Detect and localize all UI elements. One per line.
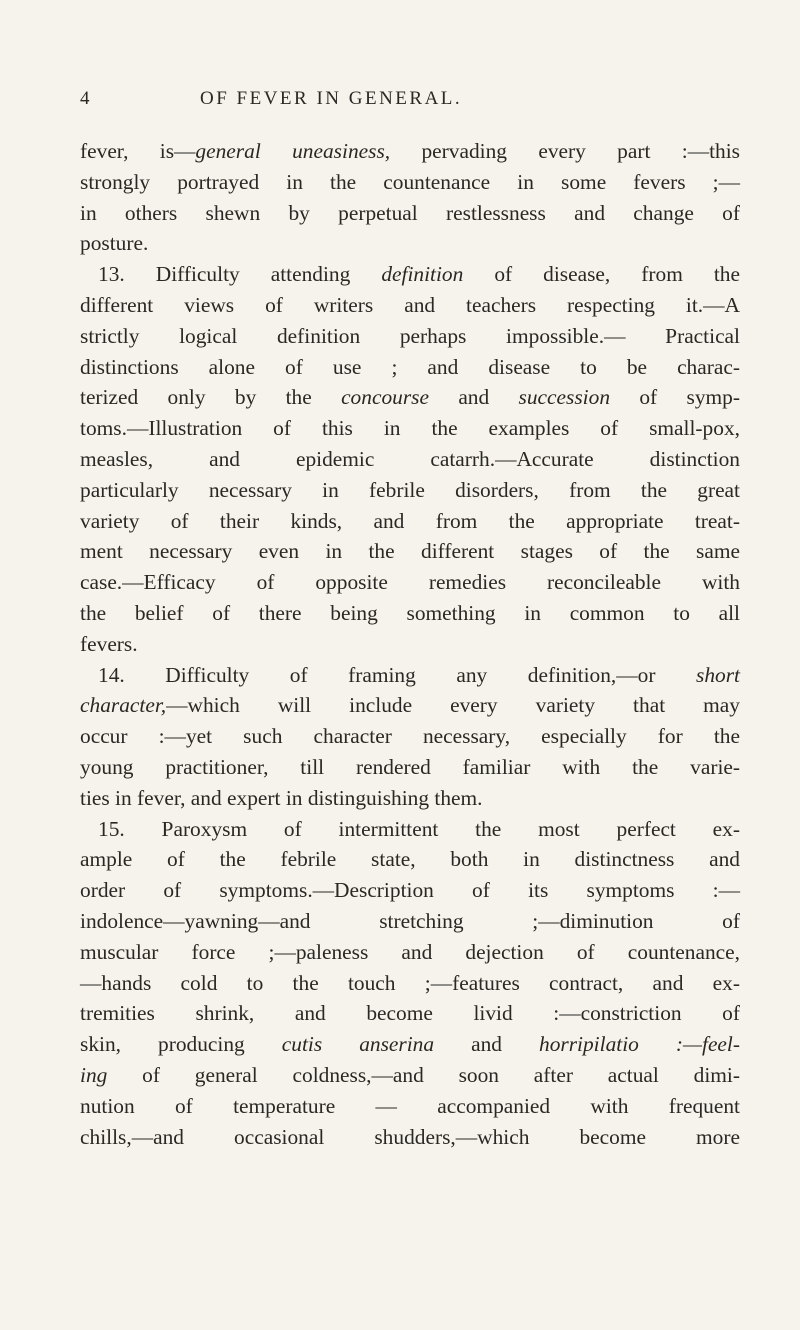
text-run: ample of the febrile state, both in distinctness and <box>80 847 740 872</box>
body-text <box>80 136 740 1152</box>
text-run: in others shewn by perpetual restlessness and change of <box>80 200 740 225</box>
text-run: ties in fever, and expert in distinguishing them. <box>80 785 483 810</box>
text-run: fevers. <box>80 631 138 656</box>
text-line <box>80 228 740 259</box>
text-line <box>80 475 740 506</box>
text-run: toms.—Illustration of this in the examples of small-pox, <box>80 416 740 441</box>
italic-text: short <box>696 662 740 687</box>
text-run: measles, and epidemic catarrh.—Accurate distinction <box>80 446 740 471</box>
text-line <box>80 937 740 968</box>
text-line <box>80 352 740 383</box>
italic-text: succession <box>518 385 611 410</box>
text-line <box>80 598 740 629</box>
text-run: occur :—yet such character necessary, especially for the <box>80 724 740 749</box>
text-line <box>80 783 740 814</box>
running-title: OF FEVER IN GENERAL. <box>200 88 463 109</box>
text-line <box>80 1060 740 1091</box>
text-run: case.—Efficacy of opposite remedies reconcileable with <box>80 570 740 595</box>
text-run: different views of writers and teachers respecting it.—A <box>80 292 740 317</box>
text-run: strongly portrayed in the countenance in some fevers ;— <box>80 169 740 194</box>
text-line <box>80 906 740 937</box>
text-run: variety of their kinds, and from the appropriate treat- <box>80 508 740 533</box>
text-run: and <box>434 1032 539 1057</box>
text-line <box>80 536 740 567</box>
text-line <box>80 290 740 321</box>
text-run: ment necessary even in the different stages of the same <box>80 539 740 564</box>
text-run: of general coldness,—and soon after actual dimi- <box>107 1062 740 1087</box>
text-line <box>80 844 740 875</box>
text-line <box>80 1122 740 1153</box>
text-run: —which will include every variety that may <box>166 693 740 718</box>
text-line <box>80 998 740 1029</box>
text-run: young practitioner, till rendered familiar with the varie- <box>80 754 740 779</box>
page-number: 4 <box>80 88 92 109</box>
italic-text: cutis anserina <box>281 1032 435 1057</box>
text-line <box>80 1091 740 1122</box>
text-line <box>80 136 740 167</box>
text-line <box>80 198 740 229</box>
text-line <box>80 167 740 198</box>
text-run: particularly necessary in febrile disorders, from the great <box>80 477 740 502</box>
italic-text: concourse <box>341 385 429 410</box>
text-run: skin, producing <box>80 1032 282 1057</box>
text-run: 15. Paroxysm of intermittent the most perfect ex- <box>98 816 740 841</box>
text-run: and <box>428 385 519 410</box>
italic-text: general uneasiness, <box>195 139 391 163</box>
text-run: fever, is— <box>80 139 196 163</box>
text-run: posture. <box>80 231 149 256</box>
text-line <box>80 321 740 352</box>
text-run: indolence—yawning—and stretching ;—diminution of <box>80 908 740 933</box>
italic-text: definition <box>381 262 464 287</box>
text-run: of symp- <box>610 385 740 410</box>
text-run: tremities shrink, and become livid :—constriction of <box>80 1001 740 1026</box>
text-run: terized only by the <box>80 385 342 410</box>
text-run: distinctions alone of use ; and disease to be charac- <box>80 354 740 379</box>
italic-text: character, <box>80 693 167 718</box>
text-line <box>80 721 740 752</box>
text-line <box>80 413 740 444</box>
text-line <box>80 382 740 413</box>
text-line <box>80 444 740 475</box>
text-run: pervading every part :—this <box>390 139 740 163</box>
text-run: —hands cold to the touch ;—features contract, and ex- <box>80 970 740 995</box>
text-line <box>80 629 740 660</box>
text-line <box>80 506 740 537</box>
text-run: nution of temperature — accompanied with frequent <box>80 1093 740 1118</box>
text-run: muscular force ;—paleness and dejection of countenance, <box>80 939 740 964</box>
text-run: the belief of there being something in common to all <box>80 600 740 625</box>
text-line <box>80 567 740 598</box>
text-line <box>80 968 740 999</box>
text-run: strictly logical definition perhaps impossible.— Practical <box>80 323 740 348</box>
text-run: of disease, from the <box>463 262 740 287</box>
text-line <box>80 875 740 906</box>
text-run: 13. Difficulty attending <box>98 262 382 287</box>
text-line <box>80 660 740 691</box>
text-line <box>80 814 740 845</box>
text-run: order of symptoms.—Description of its symptoms :— <box>80 878 740 903</box>
text-line <box>80 690 740 721</box>
text-run: chills,—and occasional shudders,—which become more <box>80 1124 740 1149</box>
italic-text: horripilatio :—feel- <box>539 1032 740 1057</box>
italic-text: ing <box>80 1062 108 1087</box>
text-line <box>80 259 740 290</box>
text-run: 14. Difficulty of framing any definition,—or <box>98 662 697 687</box>
text-line <box>80 752 740 783</box>
text-line <box>80 1029 740 1060</box>
